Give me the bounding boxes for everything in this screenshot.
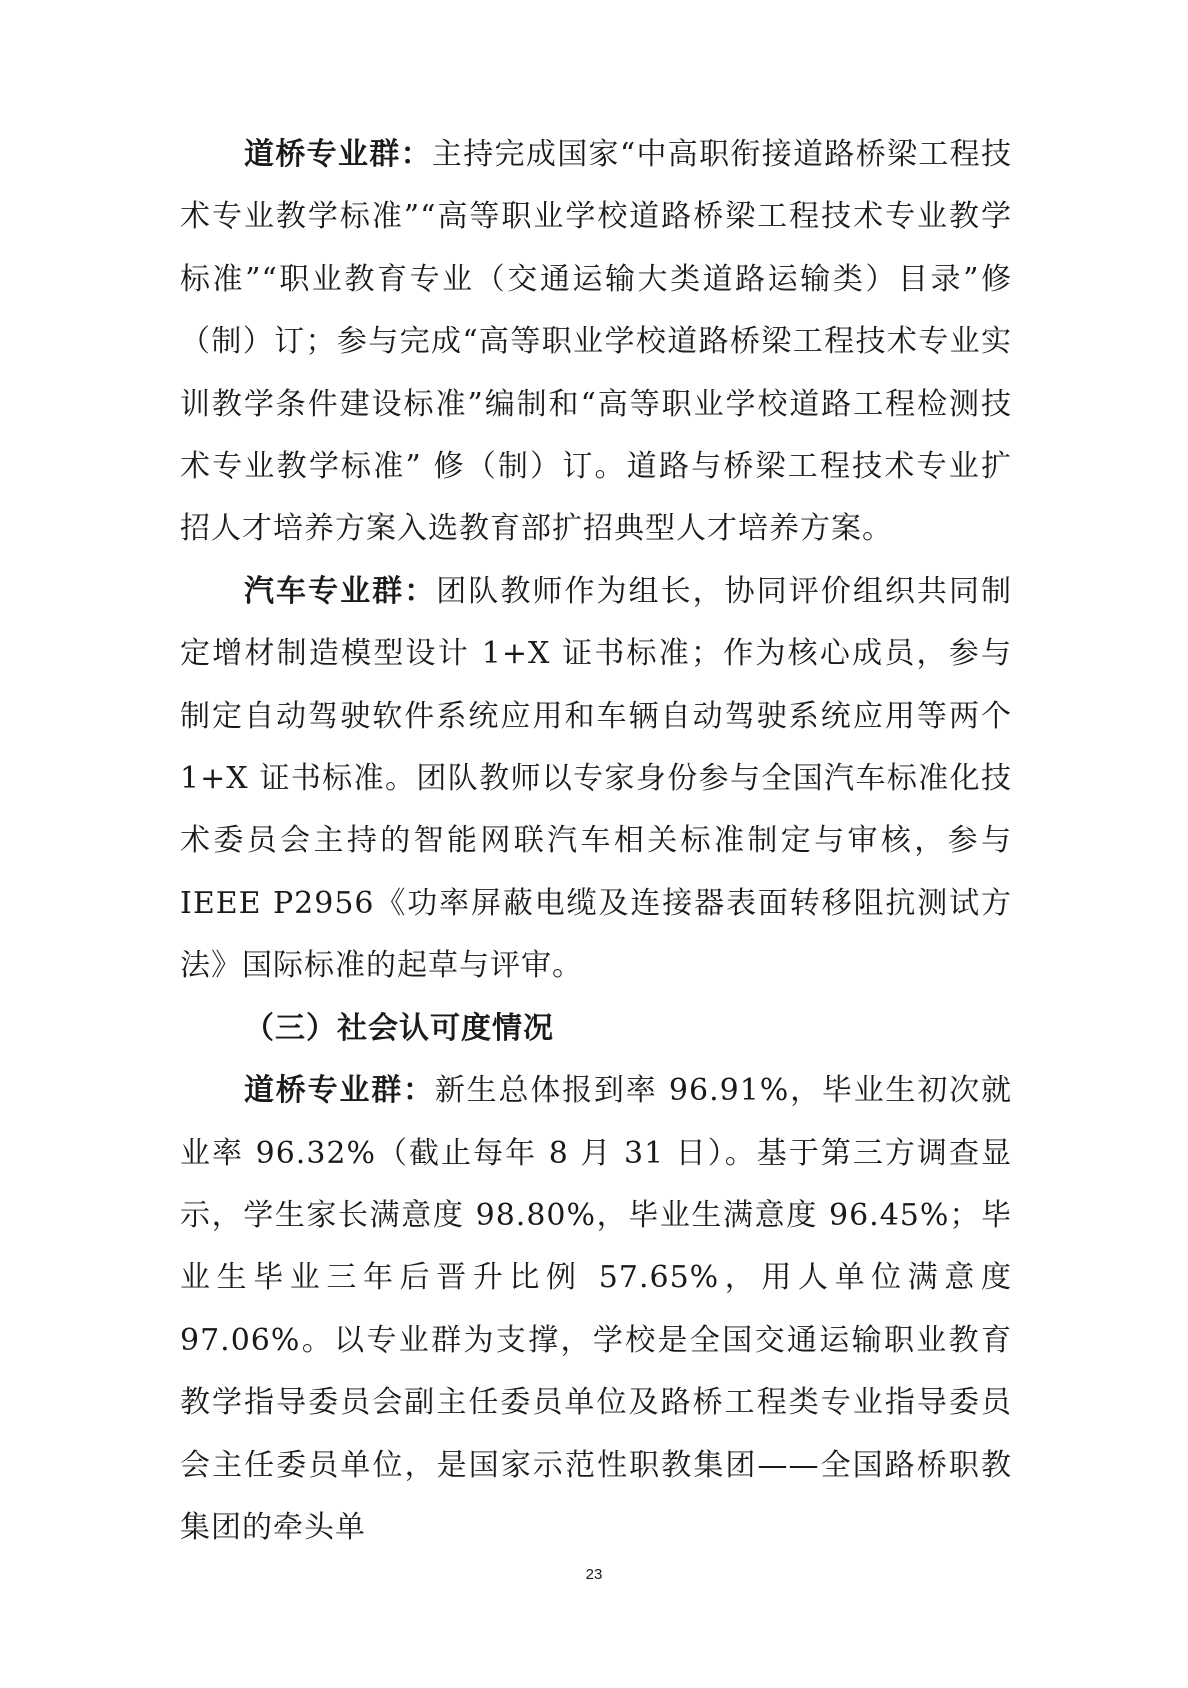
document-body <box>180 124 1012 1559</box>
paragraph-lead: 道桥专业群： <box>244 137 432 172</box>
paragraph-lead: 道桥专业群： <box>244 1073 435 1109</box>
paragraph-qiche-standards <box>180 561 1012 998</box>
paragraph-daoqiao-recognition <box>180 1060 1012 1559</box>
paragraph-text: 团队教师作为组长，协同评价组织共同制定增材制造模型设计 1+X 证书标准；作为核心成员，参与制定自动驾驶软件系统应用和车辆自动驾驶系统应用等两个 1+X 证书标准。团队教师以专家身份参与全国汽车标准化技术委员会主持的智能网联汽车相关标准制定与审核，参与 IEEE P2956《功率屏蔽电缆及连接器表面转移阻抗测试方法》国际标准的起草与评审。 <box>180 573 1013 984</box>
paragraph-text: 主持完成国家“中高职衔接道路桥梁工程技术专业教学标准”“高等职业学校道路桥梁工程技术专业教学标准”“职业教育专业（交通运输大类道路运输类）目录”修（制）订；参与完成“高等职业学校道路桥梁工程技术专业实训教学条件建设标准”编制和“高等职业学校道路工程检测技术专业教学标准” 修（制）订。道路与桥梁工程技术专业扩招人才培养方案入选教育部扩招典型人才培养方案。 <box>180 137 1013 547</box>
paragraph-text: 新生总体报到率 96.91%，毕业生初次就业率 96.32%（截止每年 8 月 31 日）。基于第三方调查显示，学生家长满意度 98.80%，毕业生满意度 96.45%；毕业生毕业三年后晋升比例 57.65%，用人单位满意度 97.06%。以专业群为支撑，学校是全国交通运输职业教育教学指导委员会副主任委员单位及路桥工程类专业指导委员会主任委员单位，是国家示范性职教集团——全国路桥职教集团的牵头单 <box>180 1073 1012 1545</box>
section-heading: （三）社会认可度情况 <box>244 1010 554 1046</box>
page-number: 23 <box>585 1566 603 1583</box>
paragraph-lead: 汽车专业群： <box>244 573 437 609</box>
paragraph-daoqiao-standards <box>180 124 1012 561</box>
